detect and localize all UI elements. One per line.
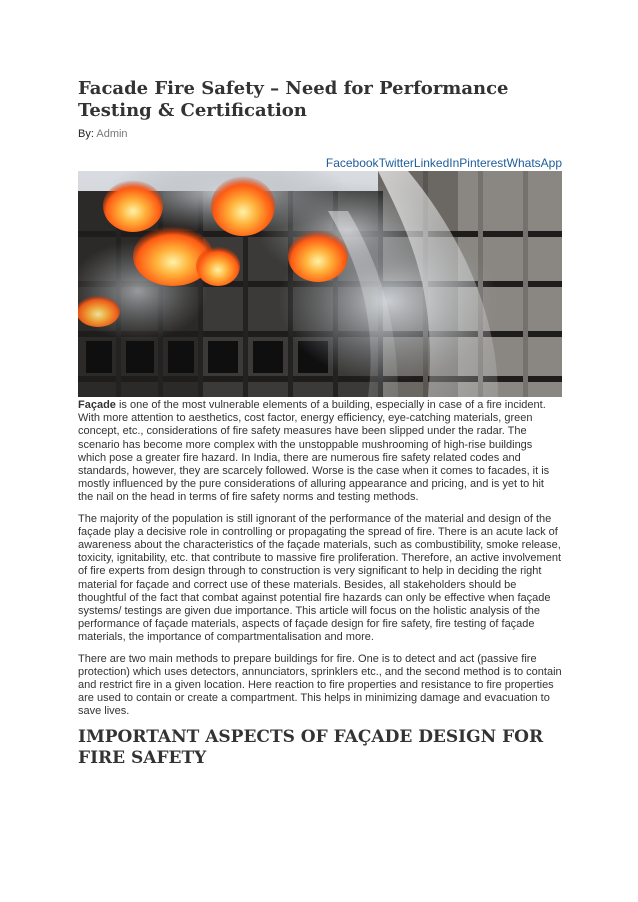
author-name[interactable]: Admin bbox=[96, 128, 128, 140]
hero-image bbox=[78, 171, 562, 397]
share-links bbox=[78, 156, 562, 170]
document-page bbox=[78, 78, 562, 769]
byline bbox=[78, 128, 562, 140]
awareness-paragraph: The majority of the population is still ignorant of the performance of the material and design of the façade play a decisive role in controlling or propagating the spread of fire. There is an acute lack of awareness about the characteristics of the façade materials, such as combustibility, smoke release, toxicity, ignitability, etc. that contribute to massive fire proliferation. Therefore, an active involvement of fire experts from design through to construction is very significant to help in deciding the right material for façade and correct use of these materials. Besides, all stakeholders should be thoughtful of the fact that combat against potential fire hazards can only be effective when façade systems/ testings are given due importance. This article will focus on the holistic analysis of the performance of façade materials, aspects of façade design for fire safety, fire testing of façade materials, the importance of compartmentalisation and more. bbox=[78, 512, 562, 644]
share-pinterest-link[interactable]: Pinterest bbox=[459, 156, 507, 170]
article-title: Facade Fire Safety – Need for Performance Testing & Certification bbox=[78, 78, 509, 121]
methods-paragraph: There are two main methods to prepare buildings for fire. One is to detect and act (passive fire protection) which uses detectors, annunciators, sprinklers etc., and the second method is to contain and restrict fire in a given location. Here reaction to fire properties and resistance to fire properties are used to contain or create a compartment. This helps in minimizing damage and evacuation to save lives. bbox=[78, 652, 562, 718]
intro-paragraph bbox=[78, 399, 562, 505]
share-linkedin-link[interactable]: LinkedIn bbox=[413, 156, 460, 170]
section-heading: IMPORTANT ASPECTS OF FAÇADE DESIGN FOR FIRE SAFETY bbox=[78, 726, 544, 768]
share-twitter-link[interactable]: Twitter bbox=[378, 156, 414, 170]
intro-lead-word: Façade bbox=[78, 399, 116, 411]
burning-facade-illustration bbox=[78, 171, 562, 397]
byline-label: By: bbox=[78, 128, 94, 140]
share-facebook-link[interactable]: Facebook bbox=[325, 156, 379, 170]
share-whatsapp-link[interactable]: WhatsApp bbox=[506, 156, 562, 170]
intro-paragraph-text: is one of the most vulnerable elements of a building, especially in case of a fire incident. With more attention to aesthetics, cost factor, energy efficiency, eye-catching materials, green concept, etc., considerations of fire safety measures have been slipped under the radar. The scenario has become more complex with the unstoppable mushrooming of high-rise buildings which pose a greater fire hazard. In India, there are numerous fire safety related codes and standards, however, they are scarcely followed. Worse is the case when it comes to facades, it is mostly influenced by the pure considerations of alluring appearance and pricing, and is yet to hit the nail on the head in terms of fire safety norms and testing methods. bbox=[78, 399, 550, 504]
